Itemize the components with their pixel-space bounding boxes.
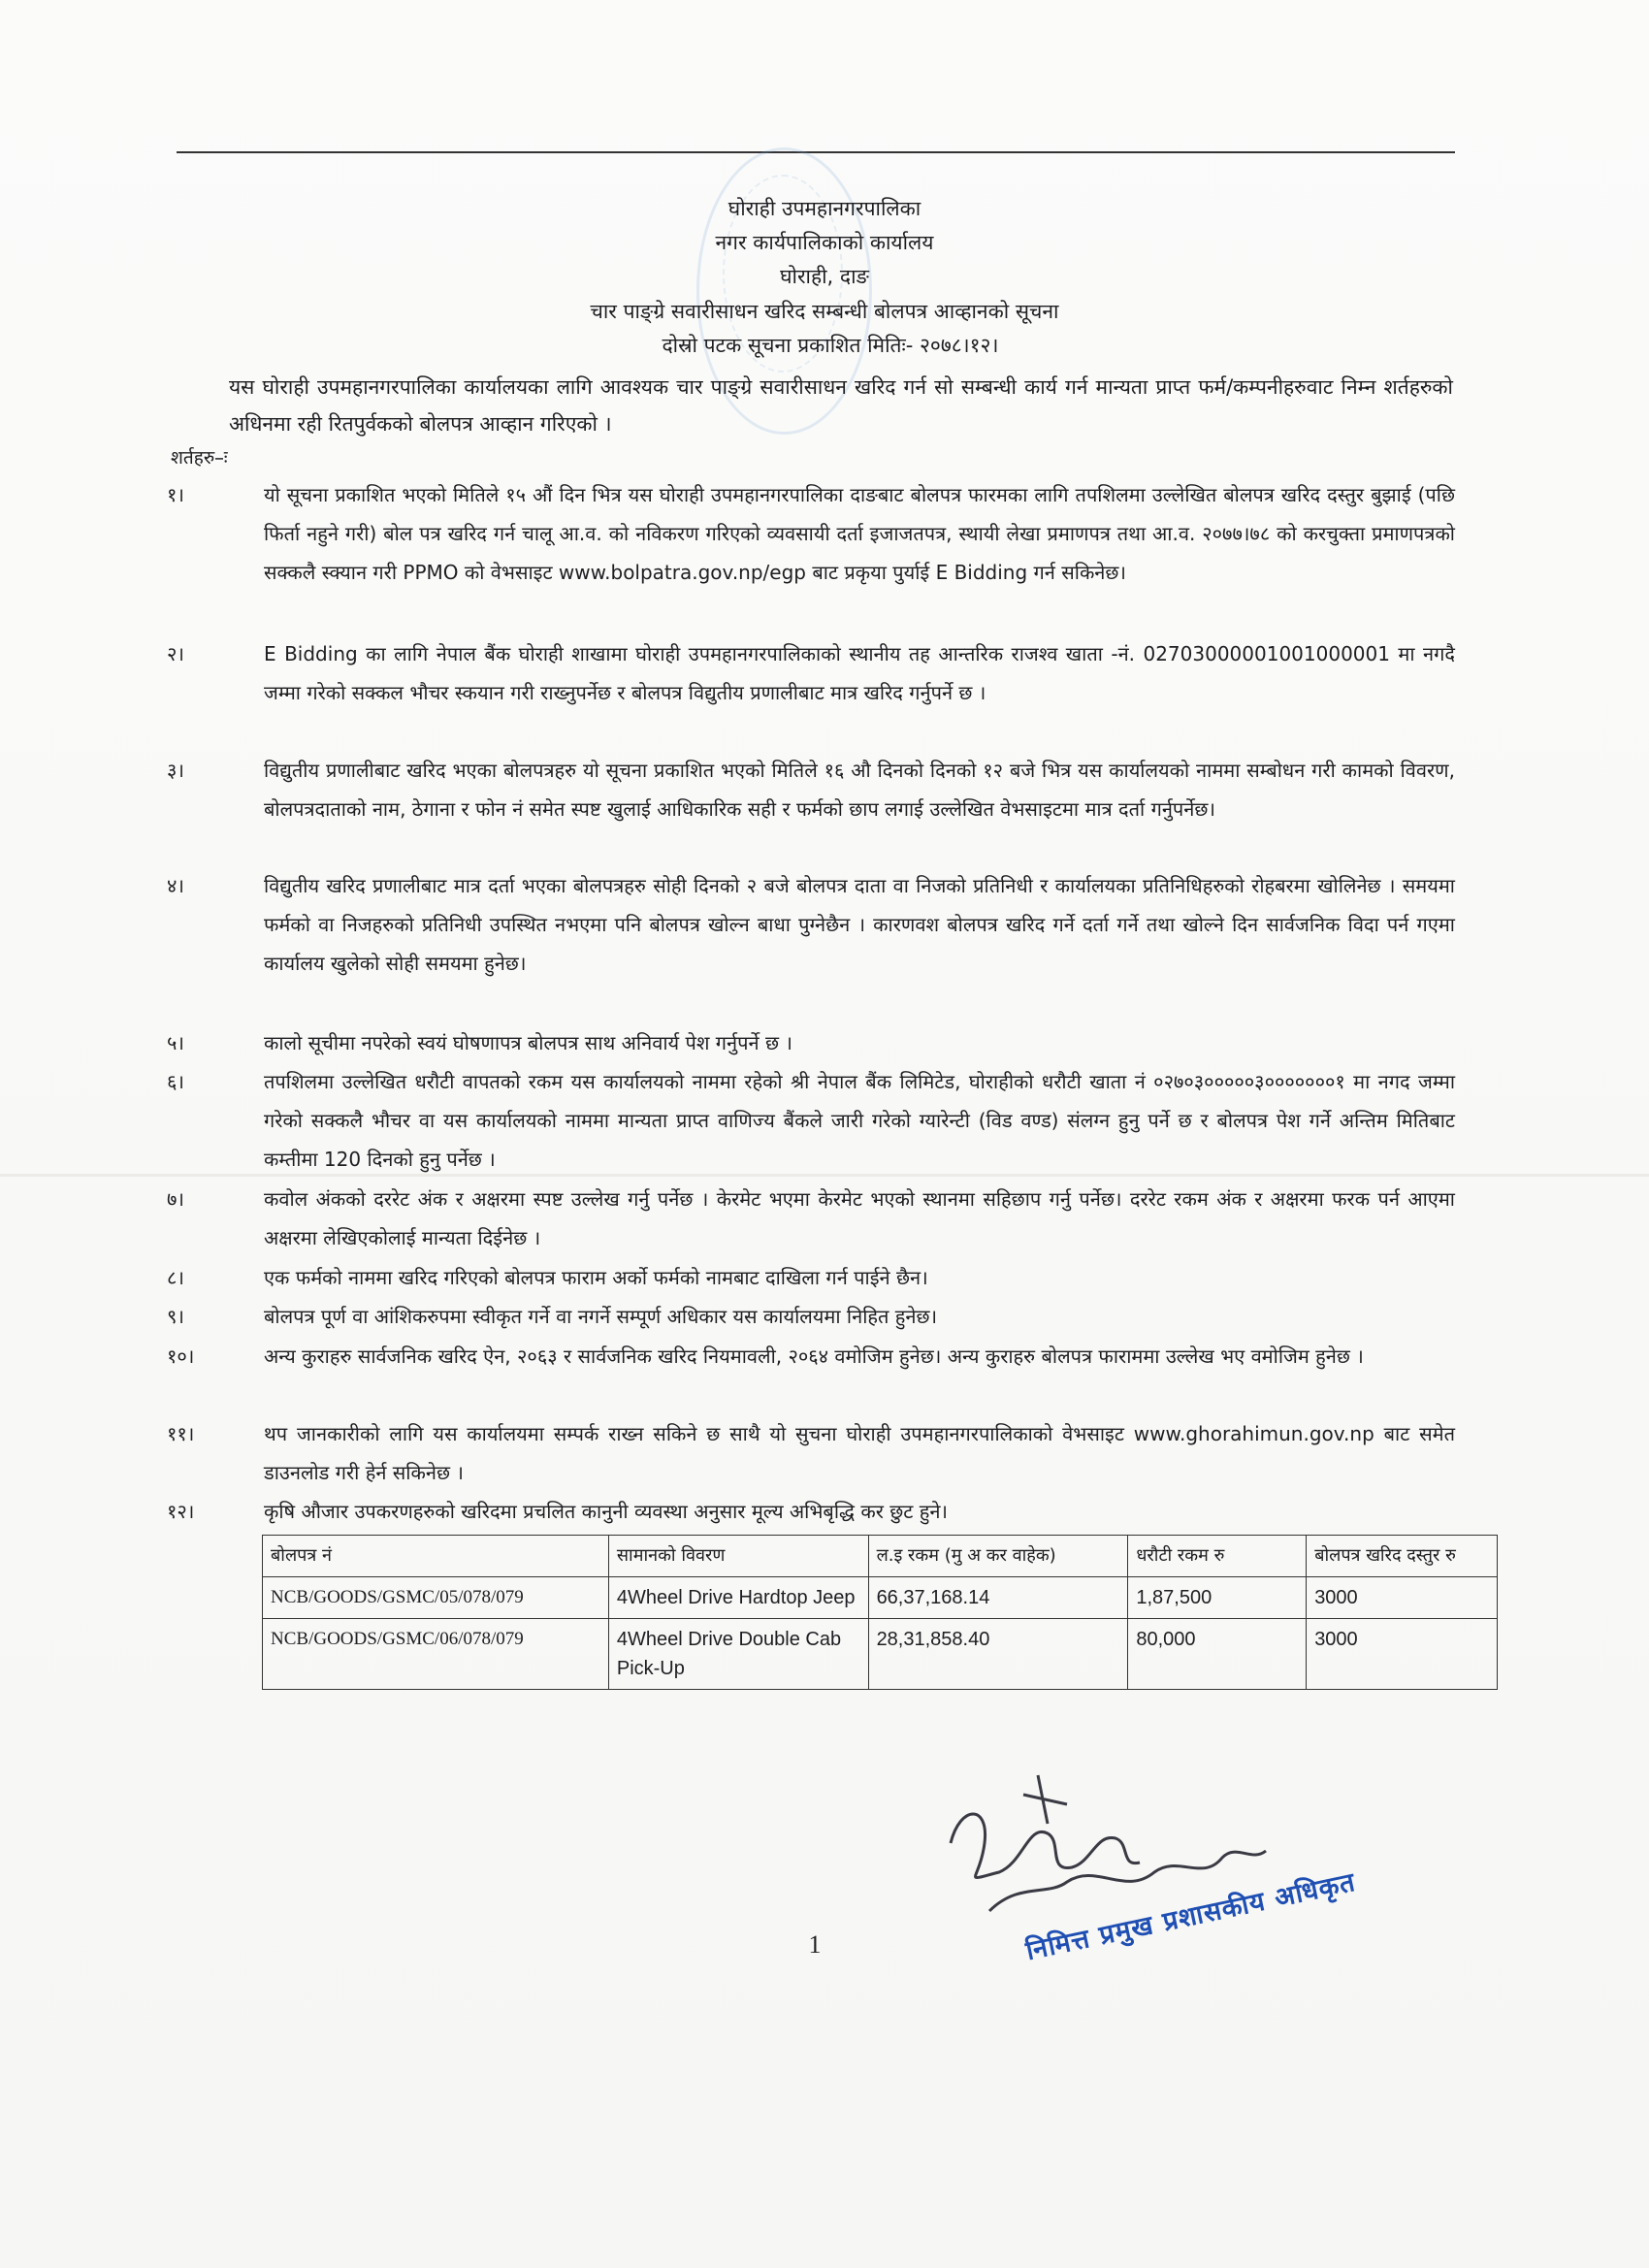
- term-text: कवोल अंकको दररेट अंक र अक्षरमा स्पष्ट उल्लेख गर्नु पर्नेछ । केरमेट भएमा केरमेट भएको स्थानमा सहिछाप गर्नु पर्नेछ। दररेट रकम अंक र अक्षरमा फरक पर्न आएमा अक्षरमा लेखिएकोलाई मान्यता दिईनेछ ।: [264, 1187, 1455, 1249]
- deposit-cell: 1,87,500: [1128, 1577, 1307, 1619]
- deposit-cell: 80,000: [1128, 1619, 1307, 1690]
- office-location: घोराही, दाङ: [780, 265, 869, 288]
- term-item: [167, 1023, 1455, 1062]
- term-text: बोलपत्र पूर्ण वा आंशिकरुपमा स्वीकृत गर्ने वा नगर्ने सम्पूर्ण अधिकार यस कार्यालयमा निहित हुनेछ।: [264, 1305, 938, 1328]
- term-text: थप जानकारीको लागि यस कार्यालयमा सम्पर्क राख्न सकिने छ साथै यो सुचना घोराही उपमहानगरपालिकाको वेभसाइट www.ghorahimun.gov.np बाट समेत डाउनलोड गरी हेर्न सकिनेछ ।: [264, 1422, 1455, 1484]
- official-stamp: निमित्त प्रमुख प्रशासकीय अधिकृत: [1023, 1866, 1359, 1967]
- term-item: [167, 1297, 1455, 1336]
- notice-title: चार पाङ्ग्रे सवारीसाधन खरिद सम्बन्धी बोलपत्र आव्हानको सूचना: [590, 300, 1059, 323]
- term-number: ७।: [167, 1187, 184, 1211]
- intro-paragraph: यस घोराही उपमहानगरपालिका कार्यालयका लागि आवश्यक चार पाङ्ग्रे सवारीसाधन खरिद गर्न सो सम्बन्धी कार्य गर्न मान्यता प्राप्त फर्म/कम्पनीहरुवाट निम्न शर्तहरुको अधिनमा रही रितपुर्वकको बोलपत्र आव्हान गरिएको ।: [229, 375, 1453, 436]
- term-item: [167, 1337, 1455, 1376]
- term-number: ५।: [167, 1031, 184, 1054]
- item-description-cell: 4Wheel Drive Hardtop Jeep: [608, 1577, 868, 1619]
- term-text: तपशिलमा उल्लेखित धरौटी वापतको रकम यस कार्यालयको नाममा रहेको श्री नेपाल बैंक लिमिटेड, घोराहीको धरौटी खाता नं ०२७०३०००००३०००००००१ मा नगद जम्मा गरेको सक्कलै भौचर वा यस कार्यालयको नाममा मान्यता प्राप्त वाणिज्य बैंकले जारी गरेको ग्यारेन्टी (विड वण्ड) संलग्न हुनु पर्ने छ र बोलपत्र पेश गर्ने अन्तिम मितिबाट कम्तीमा 120 दिनको हुनु पर्नेछ ।: [264, 1070, 1455, 1171]
- header-rule: [177, 151, 1455, 153]
- term-text: यो सूचना प्रकाशित भएको मितिले १५ औं दिन भित्र यस घोराही उपमहानगरपालिका दाङबाट बोलपत्र फारमका लागि तपशिलमा उल्लेखित बोलपत्र खरिद दस्तुर बुझाई (पछि फिर्ता नहुने गरी) बोल पत्र खरिद गर्न चालू आ.व. को नविकरण गरिएको व्यवसायी दर्ता इजाजतपत्र, स्थायी लेखा प्रमाणपत्र तथा आ.व. २०७७।७८ को करचुक्ता प्रमाणपत्रको सक्कलै स्क्यान गरी PPMO को वेभसाइट www.bolpatra.gov.np/egp बाट प्रकृया पुर्याई E Bidding गर्न सकिनेछ।: [264, 483, 1455, 584]
- term-text: कृषि औजार उपकरणहरुको खरिदमा प्रचलित कानुनी व्यवस्था अनुसार मूल्य अभिबृद्धि कर छुट हुने।: [264, 1500, 949, 1523]
- term-number: १२।: [167, 1500, 195, 1523]
- term-item: [167, 866, 1455, 983]
- term-number: ३।: [167, 759, 184, 782]
- column-header: बोलपत्र खरिद दस्तुर रु: [1307, 1536, 1498, 1577]
- terms-heading: शर्तहरु–ः: [171, 447, 228, 469]
- column-header: धरौटी रकम रु: [1128, 1536, 1307, 1577]
- fee-cell: 3000: [1307, 1577, 1498, 1619]
- table-header-row: [263, 1536, 1498, 1577]
- estimate-cell: 28,31,858.40: [868, 1619, 1128, 1690]
- term-text: विद्युतीय प्रणालीबाट खरिद भएका बोलपत्रहरु यो सूचना प्रकाशित भएको मितिले १६ औ दिनको दिनको १२ बजे भित्र यस कार्यालयको नाममा सम्बोधन गरी कामको विवरण, बोलपत्रदाताको नाम, ठेगाना र फोन नं समेत स्पष्ट खुलाई आधिकारिक सही र फर्मको छाप लगाई उल्लेखित वेभसाइटमा मात्र दर्ता गर्नुपर्नेछ।: [264, 759, 1455, 821]
- term-number: ६।: [167, 1070, 184, 1093]
- bid-number-cell: NCB/GOODS/GSMC/06/078/079: [263, 1619, 609, 1690]
- term-item: [167, 1062, 1455, 1179]
- term-item: [167, 1180, 1455, 1257]
- term-text: एक फर्मको नाममा खरिद गरिएको बोलपत्र फाराम अर्को फर्मको नामबाट दाखिला गर्न पाईने छैन।: [264, 1266, 928, 1289]
- term-number: २।: [167, 642, 184, 665]
- estimate-cell: 66,37,168.14: [868, 1577, 1128, 1619]
- office-subtitle: नगर कार्यपालिकाको कार्यालय: [715, 231, 934, 254]
- office-name: घोराही उपमहानगरपालिका: [728, 197, 922, 220]
- bid-table: [262, 1535, 1498, 1690]
- term-number: ९।: [167, 1305, 184, 1328]
- term-number: १०।: [167, 1345, 195, 1368]
- term-text: विद्युतीय खरिद प्रणालीबाट मात्र दर्ता भएका बोलपत्रहरु सोही दिनको २ बजे बोलपत्र दाता वा निजको प्रतिनिधी र कार्यालयका प्रतिनिधिहरुको रोहबरमा खोलिनेछ । समयमा फर्मको वा निजहरुको प्रतिनिधी उपस्थित नभएमा पनि बोलपत्र खोल्न बाधा पुग्नेछैन । कारणवश बोलपत्र खरिद गर्ने दर्ता गर्ने तथा खोल्ने दिन सार्वजनिक विदा पर्न गएमा कार्यालय खुलेको सोही समयमा हुनेछ।: [264, 874, 1455, 975]
- publish-date-line: दोस्रो पटक सूचना प्रकाशित मितिः- २०७८।१२।: [662, 334, 999, 357]
- column-header: बोलपत्र नं: [263, 1536, 609, 1577]
- item-description-cell: 4Wheel Drive Double Cab Pick-Up: [608, 1619, 868, 1690]
- column-header: सामानको विवरण: [608, 1536, 868, 1577]
- column-header: ल.इ रकम (मु अ कर वाहेक): [868, 1536, 1128, 1577]
- table-row: [263, 1577, 1498, 1619]
- term-text: E Bidding का लागि नेपाल बैंक घोराही शाखामा घोराही उपमहानगरपालिकाको स्थानीय तह आन्तरिक राजश्व खाता -नं. 02703000001001000001 मा नगदै जम्मा गरेको सक्कल भौचर स्कयान गरी राख्नुपर्नेछ र बोलपत्र विद्युतीय प्रणालीबाट मात्र खरिद गर्नुपर्ने छ ।: [264, 642, 1455, 704]
- fee-cell: 3000: [1307, 1619, 1498, 1690]
- term-item: [167, 751, 1455, 828]
- term-text: कालो सूचीमा नपरेको स्वयं घोषणापत्र बोलपत्र साथ अनिवार्य पेश गर्नुपर्ने छ ।: [264, 1031, 792, 1054]
- table-row: [263, 1619, 1498, 1690]
- page-number: 1: [808, 1930, 822, 1959]
- term-item: [167, 1492, 1455, 1531]
- term-text: अन्य कुराहरु सार्वजनिक खरिद ऐन, २०६३ र सार्वजनिक खरिद नियमावली, २०६४ वमोजिम हुनेछ। अन्य कुराहरु बोलपत्र फाराममा उल्लेख भए वमोजिम हुनेछ ।: [264, 1345, 1364, 1368]
- term-number: ११।: [167, 1422, 195, 1445]
- term-number: ४।: [167, 874, 184, 897]
- term-item: [167, 475, 1455, 592]
- term-item: [167, 634, 1455, 712]
- bid-number-cell: NCB/GOODS/GSMC/05/078/079: [263, 1577, 609, 1619]
- term-item: [167, 1414, 1455, 1492]
- term-number: ८।: [167, 1266, 184, 1289]
- term-number: १।: [167, 483, 184, 506]
- term-item: [167, 1258, 1455, 1297]
